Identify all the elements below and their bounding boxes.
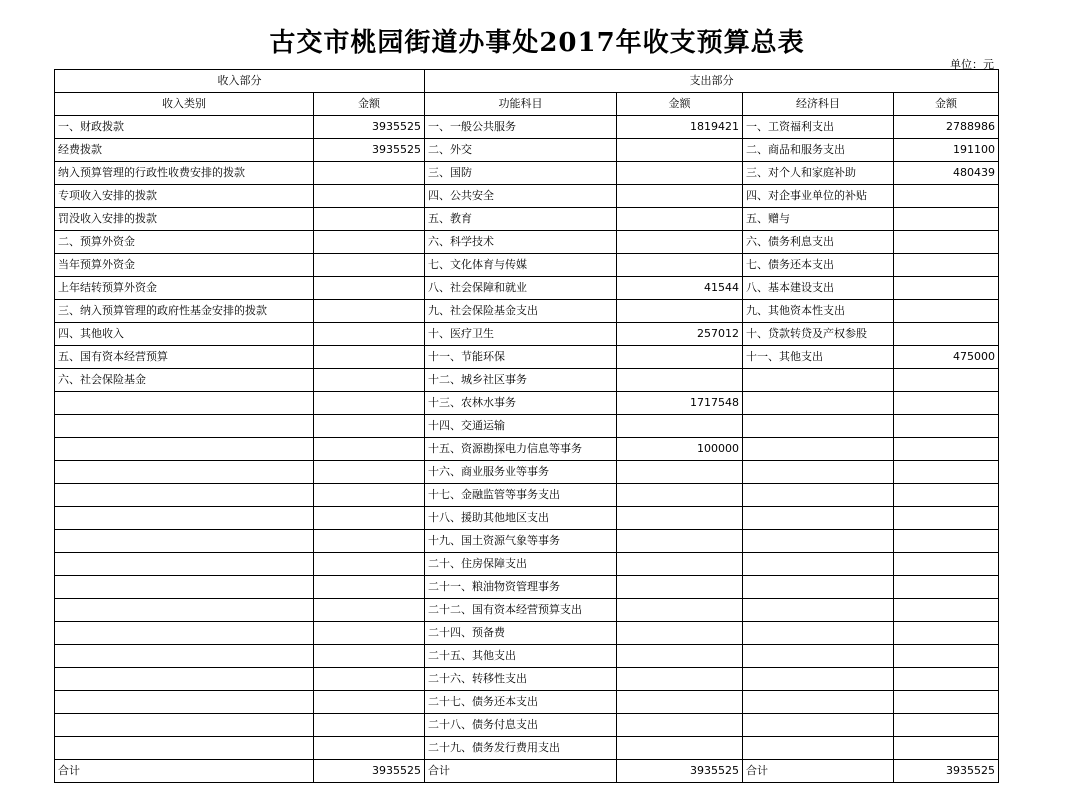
functional-subject-cell: 五、教育 <box>425 208 617 231</box>
income-category-cell <box>55 507 314 530</box>
income-category-cell <box>55 461 314 484</box>
functional-amount-header: 金额 <box>617 93 743 116</box>
economic-amount-cell: 475000 <box>894 346 999 369</box>
table-row <box>55 300 999 323</box>
budget-table-body <box>55 70 999 783</box>
income-amount-cell <box>314 599 425 622</box>
functional-amount-cell: 100000 <box>617 438 743 461</box>
economic-subject-cell <box>743 645 894 668</box>
functional-amount-cell <box>617 714 743 737</box>
income-category-header: 收入类别 <box>55 93 314 116</box>
economic-amount-cell <box>894 254 999 277</box>
income-category-cell <box>55 737 314 760</box>
functional-subject-cell: 十五、资源勘探电力信息等事务 <box>425 438 617 461</box>
economic-subject-cell <box>743 553 894 576</box>
table-row <box>55 622 999 645</box>
functional-amount-cell <box>617 484 743 507</box>
functional-amount-cell <box>617 668 743 691</box>
economic-subject-cell <box>743 599 894 622</box>
functional-subject-cell: 六、科学技术 <box>425 231 617 254</box>
economic-amount-cell <box>894 300 999 323</box>
functional-subject-cell: 八、社会保障和就业 <box>425 277 617 300</box>
economic-subject-cell <box>743 530 894 553</box>
functional-amount-cell <box>617 461 743 484</box>
income-category-cell: 专项收入安排的拨款 <box>55 185 314 208</box>
economic-subject-cell <box>743 415 894 438</box>
income-amount-cell <box>314 461 425 484</box>
functional-subject-cell: 二十、住房保障支出 <box>425 553 617 576</box>
functional-amount-cell <box>617 185 743 208</box>
income-amount-cell <box>314 300 425 323</box>
economic-amount-cell <box>894 645 999 668</box>
economic-amount-cell <box>894 369 999 392</box>
functional-subject-header: 功能科目 <box>425 93 617 116</box>
income-amount-cell <box>314 622 425 645</box>
table-row <box>55 576 999 599</box>
functional-subject-cell: 三、国防 <box>425 162 617 185</box>
functional-amount-cell <box>617 599 743 622</box>
functional-amount-cell <box>617 162 743 185</box>
economic-subject-cell: 九、其他资本性支出 <box>743 300 894 323</box>
economic-subject-cell <box>743 714 894 737</box>
economic-amount-cell <box>894 185 999 208</box>
functional-amount-cell <box>617 645 743 668</box>
table-row <box>55 346 999 369</box>
income-amount-header: 金额 <box>314 93 425 116</box>
economic-amount-cell <box>894 622 999 645</box>
income-category-cell <box>55 599 314 622</box>
functional-amount-cell: 257012 <box>617 323 743 346</box>
functional-subject-cell: 二、外交 <box>425 139 617 162</box>
economic-amount-cell <box>894 208 999 231</box>
income-amount-cell <box>314 645 425 668</box>
functional-subject-cell: 九、社会保险基金支出 <box>425 300 617 323</box>
table-row <box>55 553 999 576</box>
income-category-cell <box>55 392 314 415</box>
economic-amount-cell <box>894 277 999 300</box>
income-amount-cell <box>314 576 425 599</box>
table-row <box>55 392 999 415</box>
income-category-cell <box>55 668 314 691</box>
table-row <box>55 231 999 254</box>
table-row <box>55 323 999 346</box>
income-amount-cell <box>314 369 425 392</box>
table-row <box>55 668 999 691</box>
functional-subject-cell: 二十六、转移性支出 <box>425 668 617 691</box>
economic-subject-cell <box>743 622 894 645</box>
economic-amount-cell <box>894 323 999 346</box>
table-row <box>55 116 999 139</box>
income-amount-cell <box>314 185 425 208</box>
economic-subject-cell <box>743 668 894 691</box>
economic-total-amount: 3935525 <box>894 760 999 783</box>
functional-total-amount: 3935525 <box>617 760 743 783</box>
income-amount-cell <box>314 691 425 714</box>
functional-subject-cell: 四、公共安全 <box>425 185 617 208</box>
income-amount-cell <box>314 392 425 415</box>
expense-section-header: 支出部分 <box>425 70 999 93</box>
income-amount-cell <box>314 553 425 576</box>
functional-subject-cell: 十二、城乡社区事务 <box>425 369 617 392</box>
table-row <box>55 645 999 668</box>
functional-subject-cell: 二十一、粮油物资管理事务 <box>425 576 617 599</box>
income-category-cell: 纳入预算管理的行政性收费安排的拨款 <box>55 162 314 185</box>
economic-amount-cell: 480439 <box>894 162 999 185</box>
economic-subject-cell <box>743 484 894 507</box>
functional-amount-cell: 1819421 <box>617 116 743 139</box>
functional-subject-cell: 十、医疗卫生 <box>425 323 617 346</box>
income-category-cell: 六、社会保险基金 <box>55 369 314 392</box>
economic-amount-cell <box>894 668 999 691</box>
income-category-cell <box>55 484 314 507</box>
economic-total-label: 合计 <box>743 760 894 783</box>
economic-amount-cell <box>894 714 999 737</box>
table-row <box>55 162 999 185</box>
income-category-cell <box>55 645 314 668</box>
functional-subject-cell: 二十八、债务付息支出 <box>425 714 617 737</box>
income-amount-cell <box>314 530 425 553</box>
table-row <box>55 691 999 714</box>
table-row <box>55 185 999 208</box>
income-category-cell: 经费拨款 <box>55 139 314 162</box>
unit-label: 单位：元 <box>950 58 994 71</box>
economic-amount-header: 金额 <box>894 93 999 116</box>
functional-amount-cell <box>617 139 743 162</box>
functional-amount-cell: 41544 <box>617 277 743 300</box>
income-category-cell: 一、财政拨款 <box>55 116 314 139</box>
table-row <box>55 139 999 162</box>
functional-amount-cell <box>617 576 743 599</box>
economic-subject-cell: 四、对企事业单位的补贴 <box>743 185 894 208</box>
income-amount-cell <box>314 208 425 231</box>
income-category-cell <box>55 714 314 737</box>
functional-subject-cell: 十八、援助其他地区支出 <box>425 507 617 530</box>
economic-amount-cell: 2788986 <box>894 116 999 139</box>
functional-subject-cell: 十三、农林水事务 <box>425 392 617 415</box>
income-total-amount: 3935525 <box>314 760 425 783</box>
income-category-cell: 四、其他收入 <box>55 323 314 346</box>
economic-amount-cell <box>894 392 999 415</box>
income-amount-cell <box>314 231 425 254</box>
economic-subject-cell <box>743 392 894 415</box>
functional-subject-cell: 一、一般公共服务 <box>425 116 617 139</box>
functional-amount-cell <box>617 507 743 530</box>
income-amount-cell <box>314 737 425 760</box>
table-row <box>55 714 999 737</box>
page-title: 古交市桃园街道办事处2017年收支预算总表 <box>269 28 805 58</box>
economic-subject-cell <box>743 369 894 392</box>
economic-amount-cell <box>894 484 999 507</box>
functional-amount-cell <box>617 231 743 254</box>
income-category-cell <box>55 576 314 599</box>
functional-subject-cell: 二十七、债务还本支出 <box>425 691 617 714</box>
income-category-cell <box>55 691 314 714</box>
economic-subject-cell: 三、对个人和家庭补助 <box>743 162 894 185</box>
income-section-header: 收入部分 <box>55 70 425 93</box>
economic-amount-cell <box>894 576 999 599</box>
functional-subject-cell: 十六、商业服务业等事务 <box>425 461 617 484</box>
income-amount-cell <box>314 668 425 691</box>
functional-amount-cell <box>617 691 743 714</box>
income-category-cell <box>55 622 314 645</box>
functional-subject-cell: 二十五、其他支出 <box>425 645 617 668</box>
income-category-cell <box>55 530 314 553</box>
economic-subject-cell: 二、商品和服务支出 <box>743 139 894 162</box>
income-amount-cell <box>314 323 425 346</box>
table-row <box>55 461 999 484</box>
functional-subject-cell: 十一、节能环保 <box>425 346 617 369</box>
economic-amount-cell <box>894 438 999 461</box>
budget-table <box>54 69 999 783</box>
functional-total-label: 合计 <box>425 760 617 783</box>
economic-subject-cell: 八、基本建设支出 <box>743 277 894 300</box>
economic-subject-cell <box>743 691 894 714</box>
economic-subject-cell <box>743 461 894 484</box>
income-category-cell <box>55 415 314 438</box>
table-row <box>55 599 999 622</box>
income-amount-cell <box>314 254 425 277</box>
functional-amount-cell <box>617 622 743 645</box>
economic-subject-cell: 六、债务利息支出 <box>743 231 894 254</box>
economic-amount-cell <box>894 737 999 760</box>
column-header-row <box>55 93 999 116</box>
economic-subject-cell: 十一、其他支出 <box>743 346 894 369</box>
functional-subject-cell: 十四、交通运输 <box>425 415 617 438</box>
economic-subject-cell: 五、赠与 <box>743 208 894 231</box>
functional-amount-cell <box>617 254 743 277</box>
functional-amount-cell: 1717548 <box>617 392 743 415</box>
economic-amount-cell <box>894 599 999 622</box>
economic-subject-cell <box>743 737 894 760</box>
income-amount-cell <box>314 438 425 461</box>
table-row <box>55 484 999 507</box>
economic-amount-cell <box>894 415 999 438</box>
income-category-cell: 当年预算外资金 <box>55 254 314 277</box>
functional-amount-cell <box>617 737 743 760</box>
table-row <box>55 369 999 392</box>
economic-subject-cell: 十、贷款转贷及产权参股 <box>743 323 894 346</box>
economic-amount-cell <box>894 553 999 576</box>
economic-amount-cell <box>894 231 999 254</box>
functional-subject-cell: 二十二、国有资本经营预算支出 <box>425 599 617 622</box>
economic-subject-cell <box>743 438 894 461</box>
income-amount-cell <box>314 507 425 530</box>
economic-subject-cell: 七、债务还本支出 <box>743 254 894 277</box>
economic-amount-cell <box>894 507 999 530</box>
functional-amount-cell <box>617 346 743 369</box>
table-row <box>55 277 999 300</box>
income-category-cell <box>55 553 314 576</box>
income-amount-cell: 3935525 <box>314 139 425 162</box>
total-row <box>55 760 999 783</box>
economic-subject-header: 经济科目 <box>743 93 894 116</box>
table-row <box>55 507 999 530</box>
functional-subject-cell: 二十九、债务发行费用支出 <box>425 737 617 760</box>
income-category-cell: 二、预算外资金 <box>55 231 314 254</box>
income-amount-cell: 3935525 <box>314 116 425 139</box>
functional-amount-cell <box>617 369 743 392</box>
table-row <box>55 415 999 438</box>
income-category-cell: 三、纳入预算管理的政府性基金安排的拨款 <box>55 300 314 323</box>
table-row <box>55 438 999 461</box>
economic-amount-cell <box>894 530 999 553</box>
income-amount-cell <box>314 162 425 185</box>
functional-amount-cell <box>617 530 743 553</box>
economic-subject-cell <box>743 576 894 599</box>
income-category-cell: 五、国有资本经营预算 <box>55 346 314 369</box>
income-amount-cell <box>314 714 425 737</box>
table-row <box>55 208 999 231</box>
income-amount-cell <box>314 415 425 438</box>
economic-subject-cell: 一、工资福利支出 <box>743 116 894 139</box>
income-amount-cell <box>314 346 425 369</box>
functional-amount-cell <box>617 300 743 323</box>
income-category-cell <box>55 438 314 461</box>
income-amount-cell <box>314 484 425 507</box>
income-category-cell: 罚没收入安排的拨款 <box>55 208 314 231</box>
income-total-label: 合计 <box>55 760 314 783</box>
functional-subject-cell: 二十四、预备费 <box>425 622 617 645</box>
income-category-cell: 上年结转预算外资金 <box>55 277 314 300</box>
functional-subject-cell: 十九、国土资源气象等事务 <box>425 530 617 553</box>
economic-amount-cell <box>894 691 999 714</box>
section-header-row <box>55 70 999 93</box>
functional-subject-cell: 十七、金融监管等事务支出 <box>425 484 617 507</box>
table-row <box>55 530 999 553</box>
economic-subject-cell <box>743 507 894 530</box>
functional-amount-cell <box>617 553 743 576</box>
table-row <box>55 737 999 760</box>
table-row <box>55 254 999 277</box>
functional-amount-cell <box>617 415 743 438</box>
economic-amount-cell <box>894 461 999 484</box>
income-amount-cell <box>314 277 425 300</box>
functional-amount-cell <box>617 208 743 231</box>
functional-subject-cell: 七、文化体育与传媒 <box>425 254 617 277</box>
economic-amount-cell: 191100 <box>894 139 999 162</box>
